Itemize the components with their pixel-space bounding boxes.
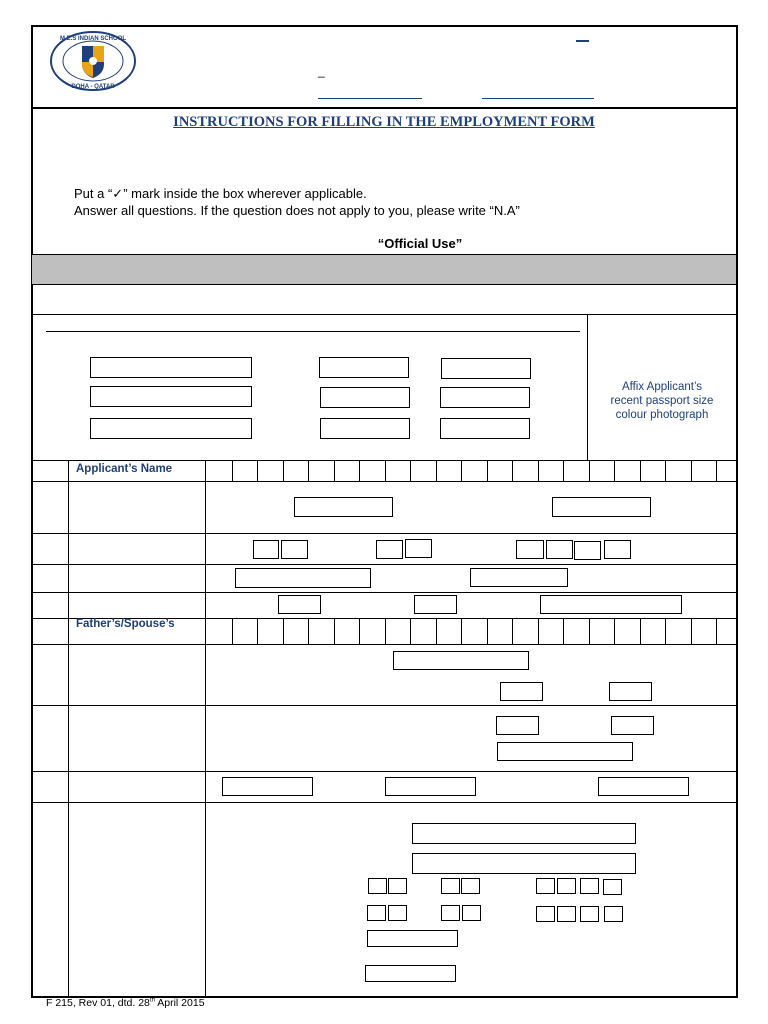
official-field-8[interactable] [440, 387, 530, 408]
checkbox[interactable] [557, 906, 576, 922]
input-box[interactable] [235, 568, 371, 588]
footer-suffix: April 2015 [154, 997, 205, 1009]
input-box[interactable] [598, 777, 689, 796]
name-cell-divider [461, 460, 462, 481]
header-blue-dash [576, 40, 589, 42]
logo-top-text: M.E.S INDIAN SCHOOL [59, 36, 127, 42]
official-field-6[interactable] [320, 418, 410, 439]
father-spouse-label: Father’s/Spouse’s [76, 618, 175, 630]
input-box[interactable] [497, 742, 633, 761]
checkbox[interactable] [388, 878, 407, 894]
table-row-771 [31, 771, 738, 772]
name-cell-divider [640, 460, 641, 481]
table-col-2 [205, 460, 206, 998]
input-box[interactable] [412, 823, 636, 844]
input-box[interactable] [609, 682, 652, 701]
name-cell-divider [716, 460, 717, 481]
official-field-1[interactable] [90, 357, 252, 378]
father-cell-divider [385, 618, 386, 644]
checkbox[interactable] [603, 879, 622, 895]
instruction-line-1: Put a “✓” mark inside the box wherever applicable. [74, 186, 367, 201]
father-cell-divider [640, 618, 641, 644]
checkbox[interactable] [536, 906, 555, 922]
logo-bottom-text: DOHA - QATAR [71, 84, 115, 90]
name-cell-divider [232, 460, 233, 481]
input-box[interactable] [393, 651, 529, 670]
checkbox[interactable] [604, 540, 631, 559]
input-box[interactable] [414, 595, 457, 614]
input-box[interactable] [385, 777, 476, 796]
checkbox[interactable] [367, 905, 386, 921]
checkbox[interactable] [580, 906, 599, 922]
input-box[interactable] [367, 930, 458, 947]
name-cell-divider [283, 460, 284, 481]
checkbox[interactable] [536, 878, 555, 894]
checkbox[interactable] [441, 878, 460, 894]
input-box[interactable] [496, 716, 539, 735]
school-logo-icon [50, 30, 136, 92]
name-cell-divider [512, 460, 513, 481]
table-row-644 [31, 644, 738, 645]
father-cell-divider [308, 618, 309, 644]
form-reference-footer [46, 997, 205, 1009]
official-use-line [46, 331, 580, 332]
name-cell-divider [410, 460, 411, 481]
checkbox[interactable] [516, 540, 544, 559]
official-field-9[interactable] [440, 418, 530, 439]
official-field-2[interactable] [90, 386, 252, 407]
father-cell-divider [665, 618, 666, 644]
father-cell-divider [487, 618, 488, 644]
photo-placeholder [592, 380, 732, 422]
father-cell-divider [716, 618, 717, 644]
father-cell-divider [410, 618, 411, 644]
father-cell-divider [461, 618, 462, 644]
table-row-592 [31, 592, 738, 593]
photo-text-line-2: recent passport size [610, 395, 714, 407]
section-band [32, 254, 736, 285]
official-field-3[interactable] [90, 418, 252, 439]
input-box[interactable] [552, 497, 651, 517]
checkbox[interactable] [546, 540, 573, 559]
father-cell-divider [589, 618, 590, 644]
table-row-705 [31, 705, 738, 706]
photo-text-line-3: colour photograph [615, 409, 709, 421]
father-cell-divider [563, 618, 564, 644]
father-cell-divider [691, 618, 692, 644]
name-cell-divider [614, 460, 615, 481]
input-box[interactable] [470, 568, 568, 587]
checkbox[interactable] [376, 540, 403, 559]
photo-text-line-1: Affix Applicant’s [621, 381, 703, 393]
checkbox[interactable] [574, 541, 601, 560]
name-cell-divider [257, 460, 258, 481]
name-cell-divider [308, 460, 309, 481]
name-cell-divider [487, 460, 488, 481]
footer-prefix: F 215, Rev 01, dtd. 28 [46, 997, 150, 1009]
name-cell-divider [665, 460, 666, 481]
checkbox[interactable] [405, 539, 432, 558]
father-cell-divider [283, 618, 284, 644]
checkbox[interactable] [388, 905, 407, 921]
input-box[interactable] [540, 595, 682, 614]
father-cell-divider [538, 618, 539, 644]
input-box[interactable] [278, 595, 321, 614]
input-box[interactable] [412, 853, 636, 874]
name-cell-divider [385, 460, 386, 481]
header-blank-1 [318, 98, 422, 99]
name-cell-divider [334, 460, 335, 481]
name-cell-divider [589, 460, 590, 481]
father-cell-divider [334, 618, 335, 644]
checkbox[interactable] [281, 540, 308, 559]
photo-divider [587, 314, 588, 460]
father-cell-divider [614, 618, 615, 644]
checkbox[interactable] [441, 905, 460, 921]
checkbox[interactable] [253, 540, 279, 559]
father-cell-divider [359, 618, 360, 644]
name-cell-divider [538, 460, 539, 481]
header-divider [31, 107, 738, 109]
table-col-1 [68, 460, 69, 998]
table-row-564 [31, 564, 738, 565]
name-cell-divider [691, 460, 692, 481]
header-small-dash: _ [318, 64, 325, 78]
school-logo [50, 30, 136, 90]
father-cell-divider [257, 618, 258, 644]
instruction-line-2: Answer all questions. If the question does not apply to you, please write “N.A” [74, 203, 520, 218]
checkbox[interactable] [604, 906, 623, 922]
official-field-7[interactable] [441, 358, 531, 379]
table-row-802 [31, 802, 738, 803]
checkbox[interactable] [580, 878, 599, 894]
name-cell-divider [436, 460, 437, 481]
row-divider-314 [31, 314, 738, 315]
name-cell-divider [563, 460, 564, 481]
official-field-4[interactable] [319, 357, 409, 378]
official-use-heading: “Official Use” [377, 236, 463, 251]
header-blank-2 [482, 98, 594, 99]
checkbox[interactable] [368, 878, 387, 894]
checkbox[interactable] [461, 878, 480, 894]
table-row-533 [31, 533, 738, 534]
official-field-5[interactable] [320, 387, 410, 408]
checkbox[interactable] [462, 905, 481, 921]
applicant-name-label: Applicant’s Name [76, 463, 173, 475]
footer-superscript: th [149, 997, 155, 1004]
input-box[interactable] [365, 965, 456, 982]
father-cell-divider [512, 618, 513, 644]
input-box[interactable] [294, 497, 393, 517]
father-cell-divider [436, 618, 437, 644]
page-title: INSTRUCTIONS FOR FILLING IN THE EMPLOYMENT FORM [173, 114, 595, 130]
father-cell-divider [232, 618, 233, 644]
input-box[interactable] [611, 716, 654, 735]
checkbox[interactable] [557, 878, 576, 894]
table-row-481 [31, 481, 738, 482]
name-cell-divider [359, 460, 360, 481]
input-box[interactable] [222, 777, 313, 796]
input-box[interactable] [500, 682, 543, 701]
